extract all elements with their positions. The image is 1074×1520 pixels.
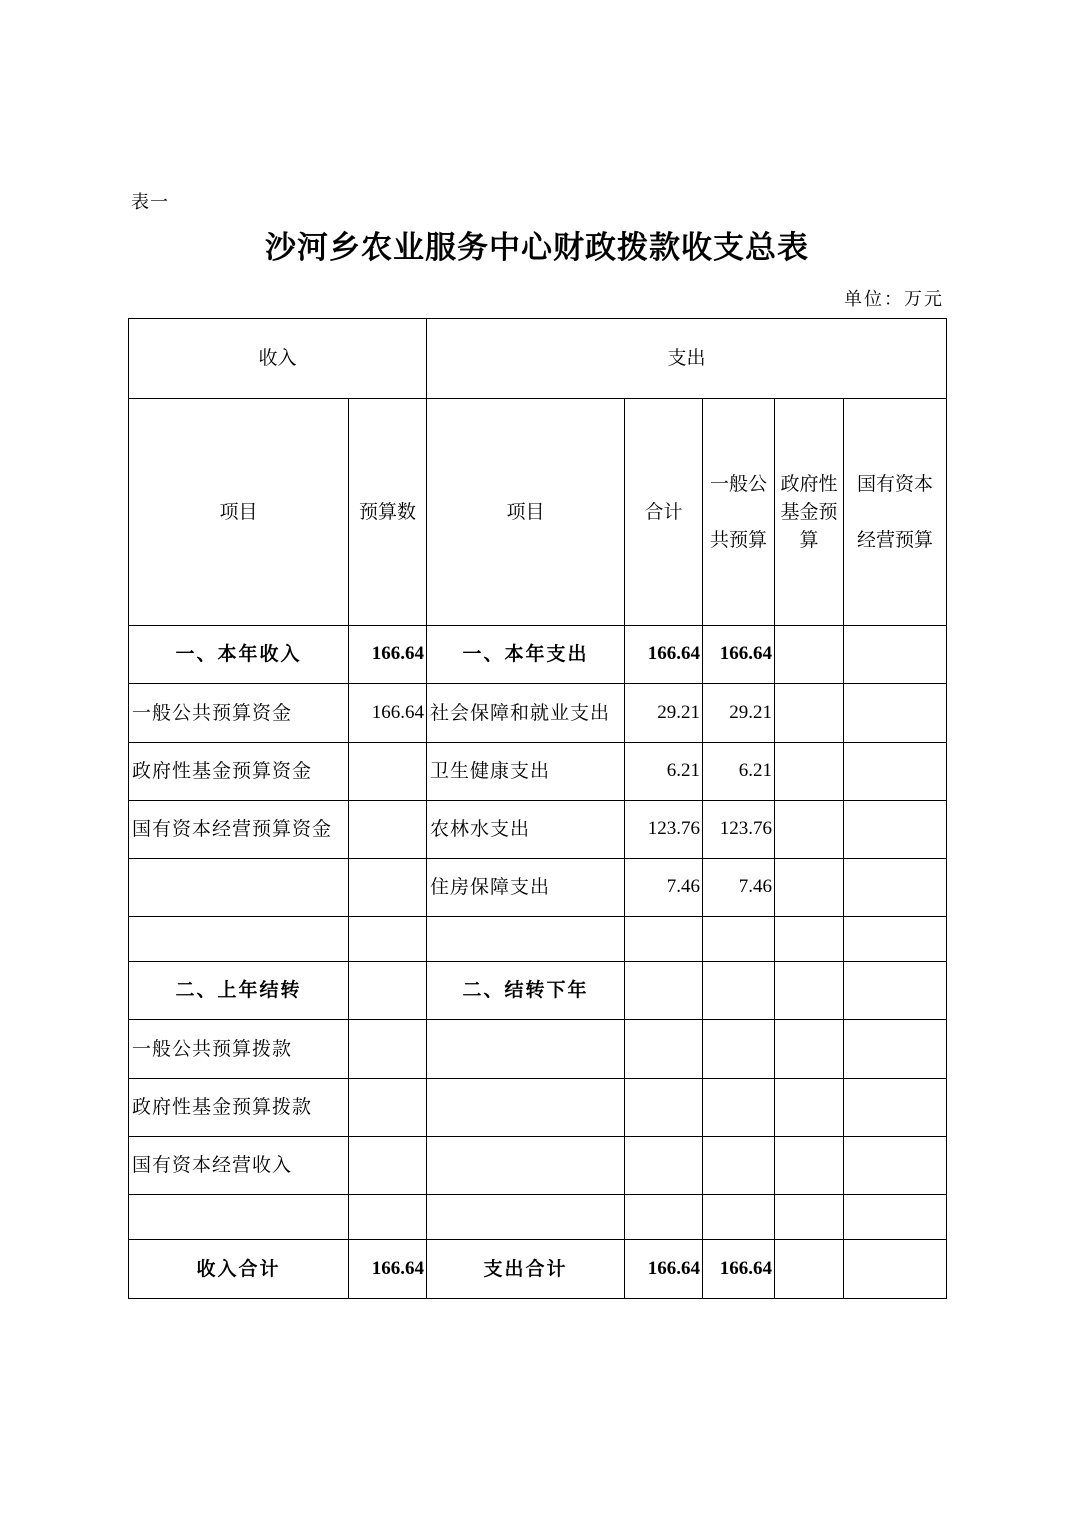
exp-state-cell <box>844 1137 947 1195</box>
exp-fund-cell <box>775 1240 844 1299</box>
exp-item-cell: 社会保障和就业支出 <box>427 684 625 743</box>
exp-state-cell <box>844 1240 947 1299</box>
exp-general-cell <box>703 1020 775 1079</box>
exp-total-cell <box>625 1020 703 1079</box>
income-item-cell <box>129 859 349 917</box>
exp-fund-cell <box>775 1079 844 1137</box>
income-value-cell <box>349 1079 427 1137</box>
exp-fund-cell <box>775 801 844 859</box>
exp-item-cell <box>427 1079 625 1137</box>
exp-total-cell <box>625 1079 703 1137</box>
exp-general-cell <box>703 917 775 962</box>
exp-item-cell: 支出合计 <box>427 1240 625 1299</box>
exp-general-cell: 7.46 <box>703 859 775 917</box>
exp-item-cell <box>427 1195 625 1240</box>
exp-state-cell <box>844 962 947 1020</box>
expenditure-header: 支出 <box>427 319 947 399</box>
exp-general-cell: 166.64 <box>703 1240 775 1299</box>
exp-state-cell <box>844 1195 947 1240</box>
table-label: 表一 <box>131 192 169 213</box>
exp-fund-cell <box>775 743 844 801</box>
income-value-cell <box>349 801 427 859</box>
income-item-cell: 政府性基金预算拨款 <box>129 1079 349 1137</box>
exp-general-cell <box>703 1079 775 1137</box>
income-item-cell: 国有资本经营收入 <box>129 1137 349 1195</box>
income-item-cell <box>129 1195 349 1240</box>
exp-total-cell: 166.64 <box>625 1240 703 1299</box>
exp-general-cell: 166.64 <box>703 626 775 684</box>
exp-item-cell: 住房保障支出 <box>427 859 625 917</box>
income-item-header: 项目 <box>129 399 349 626</box>
table-row <box>129 626 947 684</box>
table-row <box>129 962 947 1020</box>
exp-state-cell <box>844 684 947 743</box>
exp-total-cell: 166.64 <box>625 626 703 684</box>
exp-state-cell <box>844 1020 947 1079</box>
table-row <box>129 684 947 743</box>
page-title: 沙河乡农业服务中心财政拨款收支总表 <box>265 230 809 266</box>
exp-general-cell: 6.21 <box>703 743 775 801</box>
table-row <box>129 1137 947 1195</box>
exp-fund-cell <box>775 962 844 1020</box>
income-item-cell: 一般公共预算资金 <box>129 684 349 743</box>
income-budget-header: 预算数 <box>349 399 427 626</box>
income-item-cell: 政府性基金预算资金 <box>129 743 349 801</box>
table-row <box>129 1079 947 1137</box>
income-item-cell: 收入合计 <box>129 1240 349 1299</box>
exp-fund-cell <box>775 1195 844 1240</box>
exp-total-cell <box>625 917 703 962</box>
exp-fund-cell <box>775 684 844 743</box>
exp-state-header: 国有资本经营预算 <box>844 399 947 626</box>
exp-state-cell <box>844 626 947 684</box>
income-value-cell <box>349 1195 427 1240</box>
table-row <box>129 1195 947 1240</box>
table-row <box>129 801 947 859</box>
income-value-cell: 166.64 <box>349 1240 427 1299</box>
exp-total-cell: 29.21 <box>625 684 703 743</box>
unit-label: 单位：万元 <box>844 289 944 310</box>
income-item-cell: 一、本年收入 <box>129 626 349 684</box>
exp-item-cell: 农林水支出 <box>427 801 625 859</box>
income-item-cell <box>129 917 349 962</box>
exp-fund-cell <box>775 917 844 962</box>
exp-total-cell: 7.46 <box>625 859 703 917</box>
exp-general-cell: 123.76 <box>703 801 775 859</box>
table-row <box>129 917 947 962</box>
exp-state-cell <box>844 1079 947 1137</box>
income-header: 收入 <box>129 319 427 399</box>
exp-item-cell: 一、本年支出 <box>427 626 625 684</box>
exp-item-cell <box>427 917 625 962</box>
exp-item-cell <box>427 1137 625 1195</box>
exp-item-header: 项目 <box>427 399 625 626</box>
table-row <box>129 1020 947 1079</box>
exp-total-cell <box>625 1137 703 1195</box>
exp-state-cell <box>844 743 947 801</box>
exp-state-cell <box>844 859 947 917</box>
income-value-cell <box>349 962 427 1020</box>
exp-total-cell: 6.21 <box>625 743 703 801</box>
exp-general-cell <box>703 1195 775 1240</box>
income-value-cell <box>349 859 427 917</box>
table-row <box>129 859 947 917</box>
income-item-cell: 一般公共预算拨款 <box>129 1020 349 1079</box>
exp-general-header: 一般公共预算 <box>703 399 775 626</box>
exp-total-cell <box>625 962 703 1020</box>
exp-item-cell: 二、结转下年 <box>427 962 625 1020</box>
exp-state-cell <box>844 917 947 962</box>
exp-fund-cell <box>775 1020 844 1079</box>
income-value-cell <box>349 743 427 801</box>
exp-total-cell <box>625 1195 703 1240</box>
exp-fund-header: 政府性基金预算 <box>775 399 844 626</box>
exp-item-cell <box>427 1020 625 1079</box>
income-value-cell: 166.64 <box>349 626 427 684</box>
table-row <box>129 1240 947 1299</box>
income-value-cell <box>349 1020 427 1079</box>
table-row <box>129 743 947 801</box>
income-value-cell <box>349 917 427 962</box>
exp-fund-cell <box>775 1137 844 1195</box>
income-item-cell: 国有资本经营预算资金 <box>129 801 349 859</box>
exp-state-cell <box>844 801 947 859</box>
exp-general-cell <box>703 1137 775 1195</box>
exp-general-cell <box>703 962 775 1020</box>
income-value-cell <box>349 1137 427 1195</box>
exp-item-cell: 卫生健康支出 <box>427 743 625 801</box>
exp-fund-cell <box>775 859 844 917</box>
exp-total-cell: 123.76 <box>625 801 703 859</box>
income-value-cell: 166.64 <box>349 684 427 743</box>
income-item-cell: 二、上年结转 <box>129 962 349 1020</box>
exp-general-cell: 29.21 <box>703 684 775 743</box>
exp-fund-cell <box>775 626 844 684</box>
exp-total-header: 合计 <box>625 399 703 626</box>
budget-table <box>128 318 947 1299</box>
